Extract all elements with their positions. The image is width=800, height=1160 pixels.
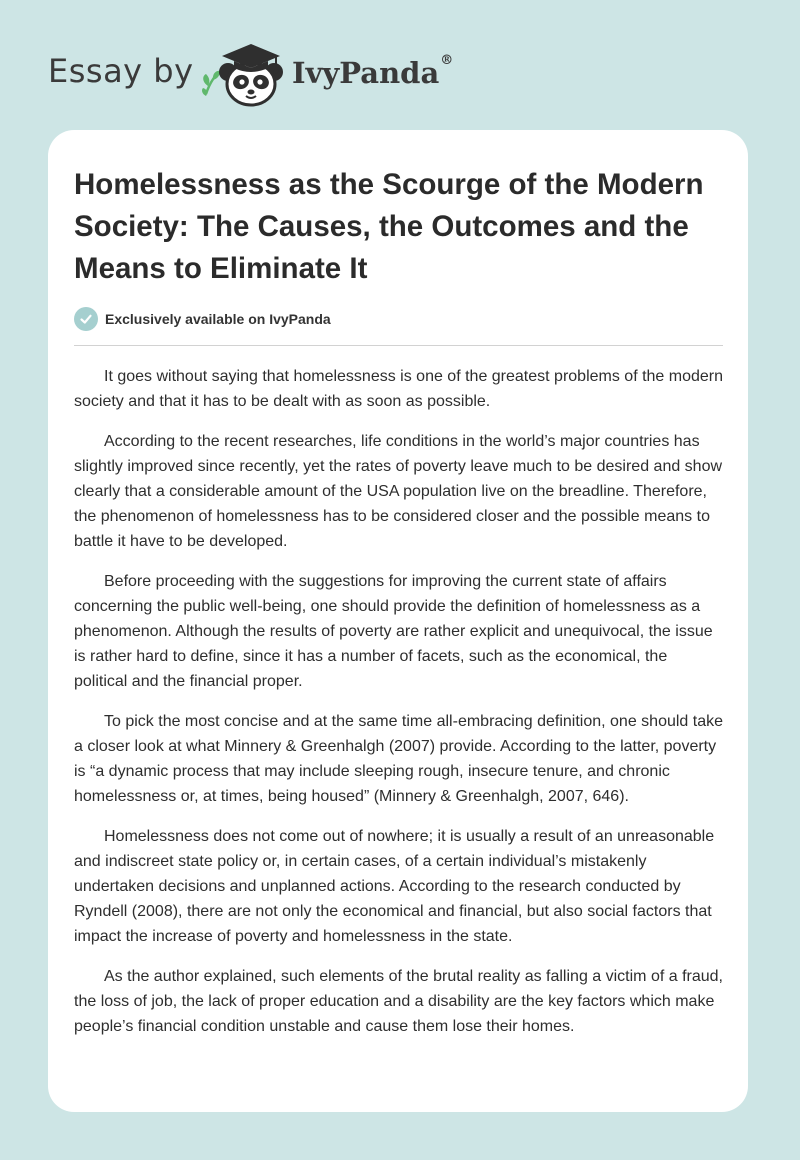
- panda-graduate-logo-icon[interactable]: [200, 38, 290, 108]
- paragraph: It goes without saying that homelessness is one of the greatest problems of the modern society and that it has to be dealt with as soon as possible.: [74, 368, 724, 410]
- site-header: [48, 38, 488, 108]
- brand-text: IvyPanda: [292, 56, 440, 90]
- exclusive-badge-label: Exclusively available on IvyPanda: [105, 311, 331, 327]
- brand-name[interactable]: [292, 53, 454, 90]
- check-circle-icon: [74, 307, 98, 331]
- exclusive-badge: [74, 306, 331, 332]
- essay-by-label: Essay by: [48, 52, 194, 90]
- paragraph: Homelessness does not come out of nowhere; it is usually a result of an unreasonable and indiscreet state policy or, in certain cases, of a certain individual’s mistakenly undertaken decisions and unplanned actions. According to the research conducted by Ryndell (2008), there are not only the economical and financial, but also social factors that impact the increase of poverty and homelessness in the state.: [74, 828, 715, 945]
- essay-card: [48, 130, 748, 1112]
- trademark-symbol: ®: [440, 53, 454, 68]
- paragraph: Before proceeding with the suggestions for improving the current state of affairs concerning the public well-being, one should provide the definition of homelessness as a phenomenon. Although the results of poverty are rather explicit and unequivocal, the issue is rather hard to define, since it has a number of facets, such as the economical, the political and the financial proper.: [74, 573, 713, 690]
- paragraph: As the author explained, such elements of the brutal reality as falling a victim of a fraud, the loss of job, the lack of proper education and a disability are the key factors which make people’s financial condition unstable and cause them lose their homes.: [74, 968, 723, 1035]
- title-divider: [74, 345, 723, 346]
- paragraph: To pick the most concise and at the same time all-embracing definition, one should take a closer look at what Minnery & Greenhalgh (2007) provide. According to the latter, poverty is “a dynamic process that may include sleeping rough, insecure tenure, and chronic homelessness or, at times, being housed” (Minnery & Greenhalgh, 2007, 646).: [74, 713, 723, 805]
- essay-title: Homelessness as the Scourge of the Modern Society: The Causes, the Outcomes and the Means to Eliminate It: [74, 168, 704, 285]
- essay-body: [74, 364, 724, 1054]
- paragraph: According to the recent researches, life conditions in the world’s major countries has slightly improved since recently, yet the rates of poverty leave much to be desired and show clearly that a considerable amount of the USA population live on the breadline. Therefore, the phenomenon of homelessness has to be considered closer and the possible means to battle it have to be developed.: [74, 433, 723, 550]
